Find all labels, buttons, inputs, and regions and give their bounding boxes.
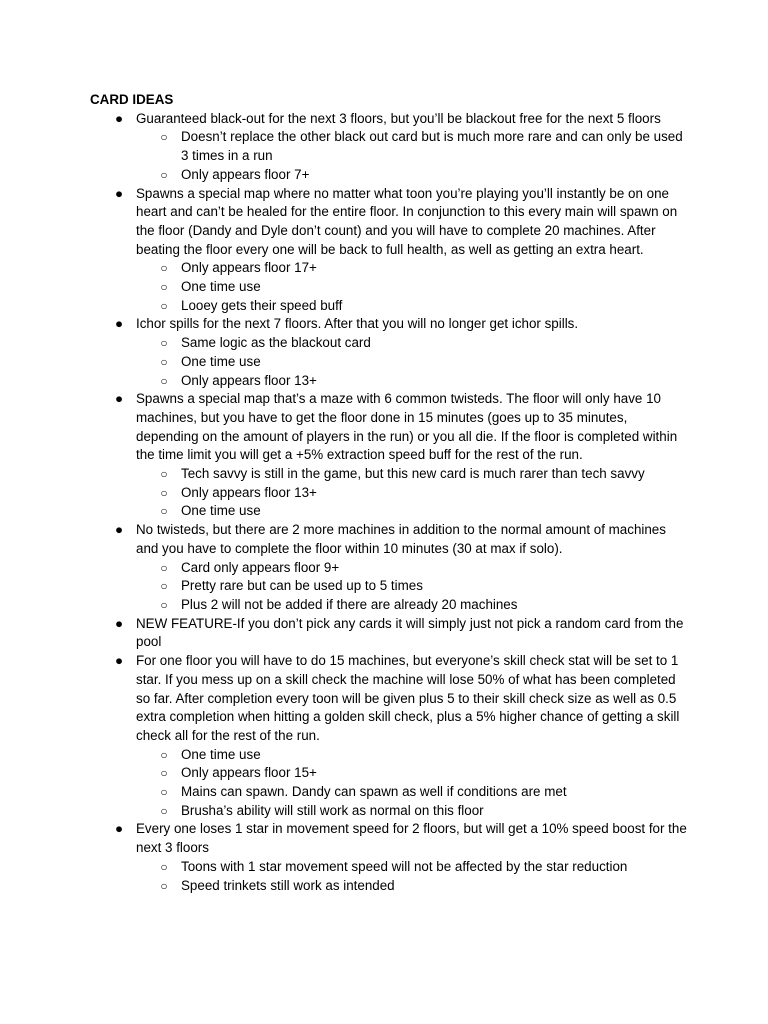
card-idea-detail-text: One time use — [181, 279, 261, 295]
bullet-circle-icon: ○ — [160, 878, 168, 893]
card-idea-details — [136, 746, 690, 821]
bullet-dot-icon: ● — [114, 653, 124, 669]
card-idea-detail-text: Card only appears floor 9+ — [181, 559, 340, 575]
card-idea-text: For one floor you will have to do 15 machines, but everyone’s skill check stat will be set to 1 star. If you mess up on a skill check the machine will lose 50% of what has been completed so far. After completion every toon will be given plus 5 to their skill check size as well as 0.5 extra completion when hitting a golden skill check, plus a 5% higher chance of getting a skill check all for the rest of the run. — [136, 653, 680, 743]
card-idea-detail — [136, 746, 690, 765]
card-idea-detail-text: Plus 2 will not be added if there are already 20 machines — [181, 596, 518, 612]
bullet-dot-icon: ● — [114, 615, 124, 631]
card-idea-detail-text: Toons with 1 star movement speed will not be affected by the star reduction — [181, 858, 628, 874]
card-idea-details — [136, 858, 690, 895]
card-idea-detail — [136, 297, 690, 316]
card-ideas-list — [90, 110, 690, 896]
bullet-circle-icon: ○ — [160, 354, 168, 369]
card-idea-detail — [136, 166, 690, 185]
card-idea-detail-text: Looey gets their speed buff — [181, 297, 343, 313]
card-idea-item — [90, 521, 690, 615]
card-idea-text: NEW FEATURE-If you don’t pick any cards it will simply just not pick a random card from the pool — [136, 615, 684, 650]
bullet-circle-icon: ○ — [160, 597, 168, 612]
card-idea-text: Spawns a special map that’s a maze with 6 common twisteds. The floor will only have 10 machines, but you have to get the floor done in 15 minutes (goes up to 35 minutes, depending on the amount of players in the run) or you all die. If the floor is completed within the time limit you will get a +5% extraction speed buff for the rest of the run. — [136, 391, 678, 463]
card-idea-detail — [136, 278, 690, 297]
bullet-circle-icon: ○ — [160, 579, 168, 594]
bullet-circle-icon: ○ — [160, 280, 168, 295]
card-idea-detail — [136, 334, 690, 353]
card-idea-details — [136, 259, 690, 315]
card-idea-detail — [136, 802, 690, 821]
card-idea-detail-text: Only appears floor 17+ — [181, 260, 317, 276]
bullet-circle-icon: ○ — [160, 785, 168, 800]
card-idea-detail — [136, 465, 690, 484]
bullet-circle-icon: ○ — [160, 298, 168, 313]
bullet-circle-icon: ○ — [160, 485, 168, 500]
card-idea-detail — [136, 858, 690, 877]
document-title: CARD IDEAS — [90, 92, 174, 107]
card-idea-detail-text: Only appears floor 13+ — [181, 484, 317, 500]
document-body — [90, 91, 690, 895]
card-idea-details — [136, 465, 690, 521]
card-idea-detail — [136, 502, 690, 521]
card-idea-item — [90, 185, 690, 316]
bullet-dot-icon: ● — [114, 110, 124, 126]
card-idea-text: Ichor spills for the next 7 floors. After that you will no longer get ichor spills. — [136, 316, 579, 332]
card-idea-detail-text: Doesn’t replace the other black out card but is much more rare and can only be used 3 times in a run — [181, 129, 683, 164]
bullet-dot-icon: ● — [114, 185, 124, 201]
card-idea-detail-text: Tech savvy is still in the game, but this new card is much rarer than tech savvy — [181, 466, 645, 482]
bullet-circle-icon: ○ — [160, 560, 168, 575]
card-idea-detail — [136, 484, 690, 503]
card-idea-details — [136, 334, 690, 390]
bullet-circle-icon: ○ — [160, 859, 168, 874]
card-idea-detail-text: Mains can spawn. Dandy can spawn as well if conditions are met — [181, 784, 567, 800]
card-idea-item — [90, 652, 690, 820]
card-idea-item — [90, 390, 690, 521]
bullet-dot-icon: ● — [114, 821, 124, 837]
card-idea-detail — [136, 559, 690, 578]
card-idea-text: No twisteds, but there are 2 more machines in addition to the normal amount of machines and you have to complete the floor within 10 minutes (30 at max if solo). — [136, 522, 666, 556]
card-idea-item — [90, 820, 690, 895]
bullet-dot-icon: ● — [114, 522, 124, 538]
card-idea-detail — [136, 783, 690, 802]
card-idea-detail — [136, 596, 690, 615]
card-idea-details — [136, 559, 690, 615]
card-idea-detail — [136, 353, 690, 372]
card-idea-detail-text: One time use — [181, 503, 261, 519]
card-idea-text: Spawns a special map where no matter what toon you’re playing you’ll instantly be on one heart and can’t be healed for the entire floor. In conjunction to this every main will spawn on the floor (Dandy and Dyle don’t count) and you will have to complete 20 machines. After beating the floor every one will be back to full health, as well as getting an extra heart. — [136, 185, 678, 257]
card-idea-detail-text: Only appears floor 13+ — [181, 372, 317, 388]
card-idea-item — [90, 315, 690, 390]
card-idea-detail-text: Speed trinkets still work as intended — [181, 877, 395, 893]
bullet-circle-icon: ○ — [160, 336, 168, 351]
bullet-dot-icon: ● — [114, 391, 124, 407]
card-idea-detail — [136, 877, 690, 896]
card-idea-detail — [136, 577, 690, 596]
card-idea-item — [90, 110, 690, 185]
card-idea-detail-text: One time use — [181, 746, 261, 762]
card-idea-detail-text: Only appears floor 15+ — [181, 765, 317, 781]
bullet-circle-icon: ○ — [160, 504, 168, 519]
card-idea-detail — [136, 372, 690, 391]
card-idea-details — [136, 128, 690, 184]
bullet-circle-icon: ○ — [160, 261, 168, 276]
bullet-circle-icon: ○ — [160, 747, 168, 762]
card-idea-detail-text: One time use — [181, 353, 261, 369]
card-idea-detail — [136, 259, 690, 278]
bullet-circle-icon: ○ — [160, 167, 168, 182]
card-idea-detail-text: Only appears floor 7+ — [181, 166, 310, 182]
bullet-circle-icon: ○ — [160, 373, 168, 388]
card-idea-detail — [136, 128, 690, 165]
bullet-circle-icon: ○ — [160, 467, 168, 482]
card-idea-text: Guaranteed black-out for the next 3 floors, but you’ll be blackout free for the next 5 floors — [136, 110, 661, 126]
card-idea-text: Every one loses 1 star in movement speed for 2 floors, but will get a 10% speed boost for the next 3 floors — [136, 821, 687, 856]
card-idea-detail — [136, 764, 690, 783]
card-idea-item — [90, 615, 690, 652]
card-idea-detail-text: Brusha’s ability will still work as normal on this floor — [181, 802, 484, 818]
bullet-dot-icon: ● — [114, 316, 124, 332]
bullet-circle-icon: ○ — [160, 803, 168, 818]
card-idea-detail-text: Pretty rare but can be used up to 5 times — [181, 578, 423, 594]
card-idea-detail-text: Same logic as the blackout card — [181, 335, 371, 351]
bullet-circle-icon: ○ — [160, 766, 168, 781]
bullet-circle-icon: ○ — [160, 130, 168, 145]
